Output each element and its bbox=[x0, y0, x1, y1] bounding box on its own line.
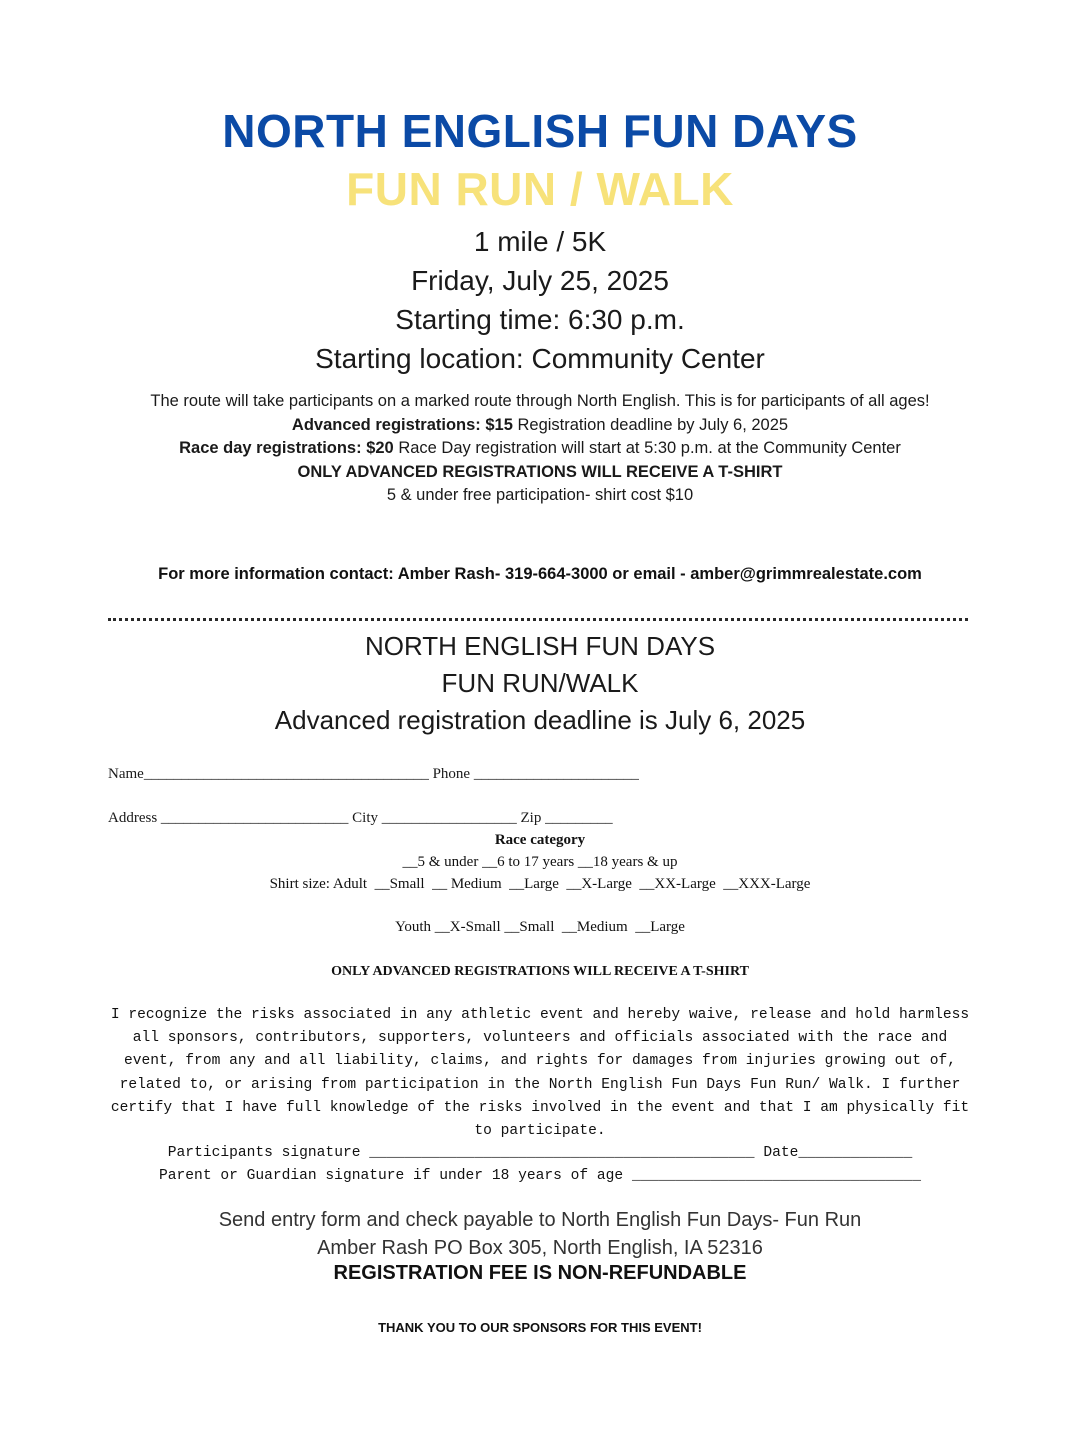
under-five-note: 5 & under free participation- shirt cost $10 bbox=[386, 486, 694, 504]
page-title: NORTH ENGLISH FUN DAYS bbox=[222, 105, 858, 157]
guardian-signature-line: Parent or Guardian signature if under 18 years of age _________________________________ bbox=[159, 1168, 921, 1184]
form-deadline: Advanced registration deadline is July 6, 2025 bbox=[274, 705, 806, 735]
event-date: Friday, July 25, 2025 bbox=[411, 265, 669, 296]
form-tshirt-notice: ONLY ADVANCED REGISTRATIONS WILL RECEIVE A T-SHIRT bbox=[331, 964, 749, 979]
event-details bbox=[0, 222, 1080, 378]
form-header bbox=[0, 628, 1080, 739]
tshirt-notice: ONLY ADVANCED REGISTRATIONS WILL RECEIVE A T-SHIRT bbox=[297, 462, 783, 481]
event-start-location: Starting location: Community Center bbox=[315, 343, 765, 374]
event-distance: 1 mile / 5K bbox=[473, 226, 607, 257]
form-subtitle: FUN RUN/WALK bbox=[441, 668, 639, 698]
cut-line-divider bbox=[108, 618, 968, 621]
raceday-registration-line bbox=[0, 437, 1080, 461]
form-title: NORTH ENGLISH FUN DAYS bbox=[364, 631, 716, 661]
race-category-options: __5 & under __6 to 17 years __18 years & up bbox=[402, 854, 678, 870]
adult-shirt-sizes: Shirt size: Adult __Small __ Medium __Large __X-Large __XX-Large __XXX-Large bbox=[269, 876, 811, 892]
race-category-label: Race category bbox=[494, 832, 586, 848]
liability-waiver: I recognize the risks associated in any athletic event and hereby waive, release and hold harmless all sponsors, contributors, supporters, volunteers and officials associated with the race and event, from any and all liability, claims, and rights for damages from injuries growing out of, related to, or arising from participation in the North English Fun Days Fun Run/ Walk. I further certify that I have full knowledge of the risks involved in the event and that I am physically fit to participate. bbox=[110, 1007, 970, 1140]
advanced-registration-text: Registration deadline by July 6, 2025 bbox=[512, 415, 789, 434]
advanced-registration-line bbox=[0, 414, 1080, 438]
route-description: The route will take participants on a marked route through North English. This is for participants of all ages! bbox=[150, 392, 930, 410]
advanced-registration-label: Advanced registrations: $15 bbox=[291, 415, 513, 434]
name-phone-fields: Name______________________________________ Phone ______________________ bbox=[108, 766, 639, 782]
contact-info: For more information contact: Amber Rash- 319-664-3000 or email - amber@grimmrealestate.com bbox=[158, 565, 922, 583]
raceday-registration-label: Race day registrations: $20 bbox=[179, 439, 394, 457]
participant-signature-line: Participants signature ____________________________________________ Date_____________ bbox=[167, 1145, 913, 1161]
event-start-time: Starting time: 6:30 p.m. bbox=[395, 304, 685, 335]
sponsor-thanks: THANK YOU TO OUR SPONSORS FOR THIS EVENT! bbox=[378, 1320, 702, 1335]
page-subtitle: FUN RUN / WALK bbox=[346, 163, 734, 215]
raceday-registration-text: Race Day registration will start at 5:30 p.m. at the Community Center bbox=[393, 439, 901, 457]
mailing-address: Amber Rash PO Box 305, North English, IA 52316 bbox=[317, 1237, 763, 1259]
non-refundable-notice: REGISTRATION FEE IS NON-REFUNDABLE bbox=[333, 1262, 747, 1284]
address-city-zip-fields: Address _________________________ City __________________ Zip _________ bbox=[108, 810, 613, 826]
mailing-instructions bbox=[0, 1206, 1080, 1262]
payable-to-line: Send entry form and check payable to North English Fun Days- Fun Run bbox=[218, 1209, 862, 1231]
youth-shirt-sizes: Youth __X-Small __Small __Medium __Large bbox=[395, 919, 685, 935]
registration-info bbox=[0, 390, 1080, 508]
